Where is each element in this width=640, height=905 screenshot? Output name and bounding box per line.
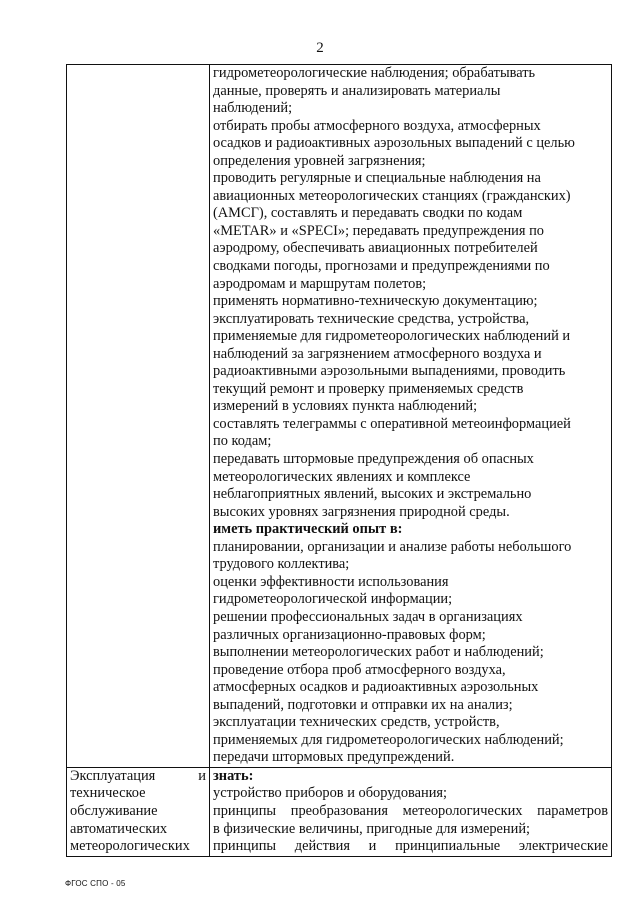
text-line: измерений в условиях пункта наблюдений; [213, 398, 478, 415]
text-line: знать: [213, 767, 254, 784]
text-line: оценки эффективности использования [213, 573, 449, 590]
text-line: эксплуатации технических средств, устройств, [213, 714, 500, 731]
text-line: текущий ремонт и проверку применяемых средств [213, 380, 524, 397]
text-line: проводить регулярные и специальные наблюдения на [213, 170, 541, 187]
text-line: сводками погоды, прогнозами и предупреждениями по [213, 258, 550, 275]
text-line: применять нормативно-техническую документацию; [213, 293, 538, 310]
text-line: отбирать пробы атмосферного воздуха, атмосферных [213, 117, 541, 134]
text-line: принципы преобразования метеорологических параметров [213, 802, 608, 819]
table-row [67, 65, 612, 768]
knowledge-text [213, 768, 608, 856]
module-name-conjunction: и [198, 767, 206, 784]
text-line: высоких уровнях загрязнения природной среды. [213, 503, 510, 520]
page-number: 2 [316, 40, 324, 56]
text-line: планировании, организации и анализе работы небольшого [213, 538, 572, 555]
left-cell-empty [67, 65, 210, 768]
text-line: иметь практический опыт в: [213, 521, 403, 538]
text-line: устройство приборов и оборудования; [213, 785, 448, 802]
text-line: неблагоприятных явлений, высоких и экстремально [213, 486, 532, 503]
module-name-cell [67, 767, 210, 856]
text-line: наблюдений; [213, 100, 293, 117]
text-line: по кодам; [213, 433, 272, 450]
text-line: определения уровней загрязнения; [213, 152, 426, 169]
text-line: выполнении метеорологических работ и наблюдений; [213, 644, 544, 661]
module-name-word: Эксплуатация [70, 767, 156, 784]
text-line: атмосферных осадков и радиоактивных аэрозольных [213, 679, 539, 696]
text-line: авиационных метеорологических станциях (гражданских) [213, 187, 571, 204]
module-name-first-line [70, 768, 206, 786]
table-row [67, 767, 612, 856]
module-name-text [70, 785, 206, 855]
skills-text [213, 65, 608, 767]
text-line: передавать штормовые предупреждения об опасных [213, 451, 534, 468]
text-line: обслуживание [70, 802, 158, 819]
text-line: гидрометеорологические наблюдения; обрабатывать [213, 65, 536, 81]
text-line: применяемые для гидрометеорологических наблюдений и [213, 328, 571, 345]
text-line: метеорологических явлениях и комплексе [213, 468, 471, 485]
text-line: наблюдений за загрязнением атмосферного воздуха и [213, 345, 542, 362]
text-line: проведение отбора проб атмосферного воздуха, [213, 661, 506, 678]
knowledge-cell [210, 767, 612, 856]
text-line: автоматических [70, 820, 168, 837]
text-line: аэродромам и маршрутам полетов; [213, 275, 427, 292]
standard-table [66, 64, 612, 857]
text-line: принципы действия и принципиальные электрические [213, 838, 608, 855]
text-line: эксплуатировать технические средства, устройства, [213, 310, 530, 327]
text-line: данные, проверять и анализировать материалы [213, 82, 501, 99]
text-line: применяемых для гидрометеорологических наблюдений; [213, 731, 564, 748]
text-line: осадков и радиоактивных аэрозольных выпадений с целью [213, 135, 575, 152]
text-line: различных организационно-правовых форм; [213, 626, 486, 643]
text-line: выпадений, подготовки и отправки их на анализ; [213, 696, 513, 713]
text-line: метеорологических [70, 838, 190, 855]
text-line: гидрометеорологической информации; [213, 591, 453, 608]
text-line: в физические величины, пригодные для измерений; [213, 820, 531, 837]
skills-cell [210, 65, 612, 768]
text-line: техническое [70, 785, 146, 802]
text-line: передачи штормовых предупреждений. [213, 749, 455, 766]
text-line: аэродрому, обеспечивать авиационных потребителей [213, 240, 538, 257]
text-line: составлять телеграммы с оперативной метеоинформацией [213, 415, 571, 432]
text-line: трудового коллектива; [213, 556, 350, 573]
footer-code: ФГОС СПО - 05 [65, 879, 126, 888]
text-line: (АМСГ), составлять и передавать сводки по кодам [213, 205, 523, 222]
text-line: решении профессиональных задач в организациях [213, 608, 523, 625]
text-line: радиоактивными аэрозольными выпадениями, проводить [213, 363, 566, 380]
text-line: «METAR» и «SPECI»; передавать предупреждения по [213, 222, 544, 239]
